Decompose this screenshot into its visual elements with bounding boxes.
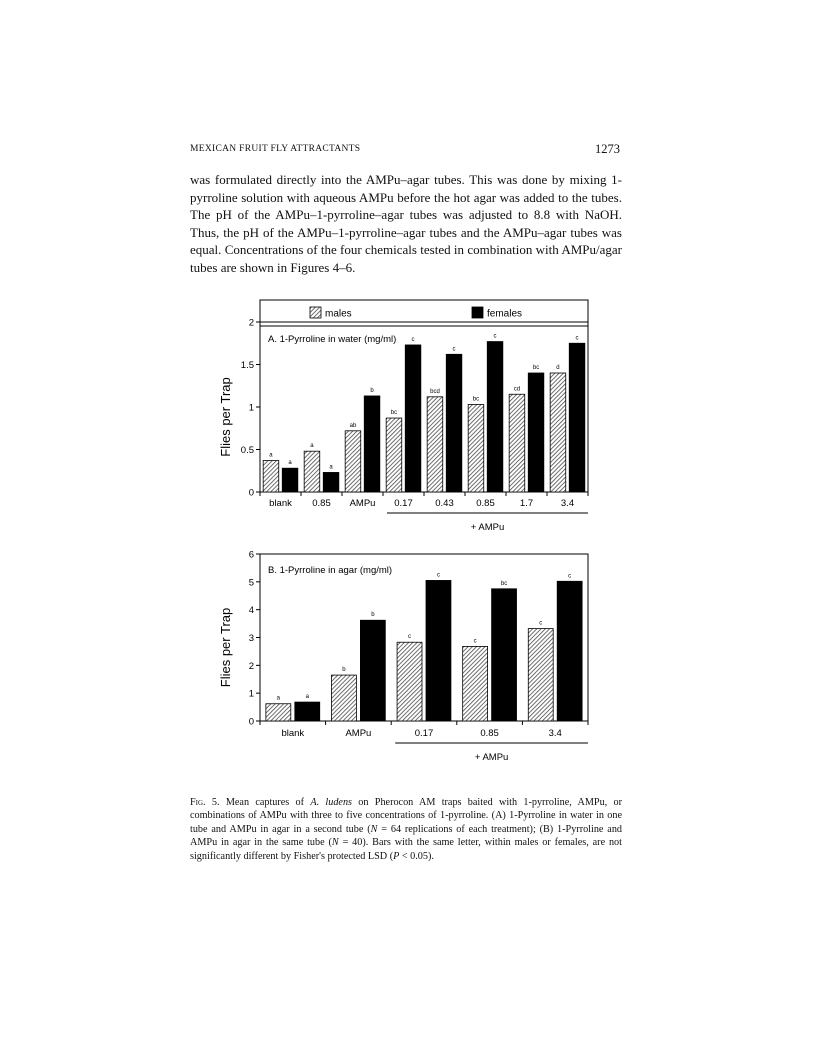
bar-males-b: [528, 629, 553, 721]
sig-letter-females-a: c: [493, 333, 497, 340]
caption-text-3: = 64 replications of each treatment); (B) 1-Pyrroline and AMPu in agar in the same tube (: [190, 823, 623, 849]
figure-5: [190, 292, 622, 778]
sig-letter-females-b: c: [436, 572, 440, 579]
sig-letter-males-a: bc: [472, 396, 480, 403]
y-tick-label-a: 0.5: [240, 445, 254, 456]
body-text: [190, 171, 622, 277]
bar-females-a: [323, 472, 339, 492]
x-category-label-a: 0.43: [435, 498, 454, 509]
sig-letter-males-b: b: [342, 667, 346, 674]
x-category-label-a: AMPu: [349, 498, 376, 509]
legend-swatch-males: [310, 307, 321, 318]
sig-letter-females-a: bc: [532, 365, 540, 371]
legend-swatch-females: [472, 307, 483, 318]
y-tick-label-b: 4: [248, 605, 254, 617]
sig-letter-females-b: b: [371, 612, 375, 619]
x-category-label-b: 0.85: [480, 728, 499, 739]
sig-letter-females-a: b: [370, 387, 374, 394]
bar-females-a: [487, 342, 503, 492]
bar-females-b: [492, 589, 517, 721]
legend-label-males: males: [325, 308, 352, 320]
y-tick-label-b: 3: [248, 633, 254, 644]
sig-letter-males-b: c: [473, 638, 477, 645]
y-tick-label-a: 2: [248, 317, 254, 329]
bar-females-a: [446, 354, 462, 492]
sig-letter-females-b: c: [568, 573, 572, 580]
bar-females-a: [364, 396, 380, 492]
caption-species: A. ludens: [310, 797, 353, 808]
sig-letter-females-a: c: [411, 336, 415, 343]
group-label-b: + AMPu: [474, 752, 509, 763]
group-label-a: + AMPu: [470, 522, 505, 533]
bar-females-b: [360, 620, 385, 721]
bar-males-b: [331, 675, 356, 721]
sig-letter-females-a: a: [288, 460, 292, 467]
y-tick-label-a: 1: [248, 402, 254, 414]
sig-letter-females-a: a: [329, 464, 333, 471]
caption-fig-label: Fig. 5.: [190, 797, 220, 808]
sig-letter-males-b: c: [539, 620, 543, 627]
bar-males-a: [304, 451, 320, 492]
bar-males-b: [266, 704, 291, 721]
y-tick-label-b: 6: [248, 549, 254, 561]
sig-letter-males-a: bcd: [430, 388, 440, 395]
sig-letter-males-b: a: [276, 695, 281, 702]
sig-letter-males-a: a: [269, 452, 273, 459]
y-tick-label-b: 1: [248, 688, 254, 700]
sig-letter-females-b: a: [305, 694, 309, 701]
caption-n-b: N: [331, 837, 339, 849]
bar-males-a: [263, 461, 279, 492]
y-tick-label-a: 0: [248, 487, 254, 499]
x-category-label-b: 3.4: [548, 728, 562, 739]
bar-females-a: [405, 345, 421, 492]
caption-n-a: N: [370, 823, 378, 835]
bar-females-a: [282, 468, 298, 492]
y-axis-label-b: Flies per Trap: [218, 607, 233, 688]
figure-5-charts: [190, 292, 622, 778]
y-axis-label-a: Flies per Trap: [218, 377, 233, 457]
x-category-label-b: AMPu: [345, 728, 372, 739]
bar-males-a: [345, 431, 361, 492]
x-category-label-a: blank: [269, 498, 292, 509]
caption-text-5: < 0.05).: [399, 850, 434, 862]
x-category-label-a: 0.85: [312, 498, 331, 509]
sig-letter-males-a: d: [556, 365, 560, 371]
bar-females-a: [569, 343, 585, 492]
sig-letter-males-a: a: [310, 443, 314, 450]
x-category-label-a: 0.17: [394, 498, 413, 509]
legend-label-females: females: [487, 308, 523, 320]
x-category-label-a: 3.4: [560, 498, 575, 509]
bar-males-a: [386, 418, 402, 492]
y-tick-label-b: 0: [248, 716, 254, 728]
caption-text-4: = 40). Bars with the same letter, within males or females, are not significantly different by Fisher's protected LSD (: [190, 837, 622, 862]
panel-title-b: B. 1-Pyrroline in agar (mg/ml): [268, 565, 393, 576]
body-paragraph: was formulated directly into the AMPu–agar tubes. This was done by mixing 1-pyrroline solution with aqueous AMPu before the hot agar was added to the tubes. The pH of the AMPu–1-pyrroline–agar tubes was adjusted to 8.8 with NaOH. Thus, the pH of the AMPu–1-pyrroline–agar tubes and the AMPu–agar tubes was equal. Concentrations of the four chemicals tested in combination with AMPu/agar tubes are shown in Figures 4–6.: [190, 172, 622, 275]
page-number: 1273: [595, 142, 620, 156]
sig-letter-males-b: c: [408, 634, 412, 641]
bar-males-a: [468, 404, 484, 492]
bar-females-b: [557, 581, 582, 721]
caption-p: P: [393, 850, 400, 862]
y-tick-label-b: 2: [248, 660, 254, 672]
y-tick-label-b: 5: [248, 577, 254, 589]
sig-letter-females-b: bc: [500, 580, 508, 587]
bar-females-b: [426, 580, 451, 721]
sig-letter-males-a: cd: [513, 386, 521, 393]
sig-letter-females-a: c: [452, 346, 456, 353]
caption-text-1: Mean captures of: [219, 797, 311, 808]
sig-letter-males-a: bc: [390, 410, 398, 417]
bar-males-b: [463, 646, 488, 721]
x-category-label-a: 0.85: [476, 498, 495, 509]
bar-males-b: [397, 642, 422, 721]
bar-females-a: [528, 373, 544, 492]
caption-text-2: on Pherocon AM traps baited with 1-pyrroline, AMPu, or combinations of AMPu with three to five concentrations of 1-pyrroline. (A) 1-Pyrroline in water in one tube and AMPu in agar in a second tube (: [190, 797, 622, 835]
figure-caption: [190, 796, 622, 863]
bar-males-a: [509, 394, 525, 492]
sig-letter-females-a: c: [575, 335, 579, 342]
running-head: MEXICAN FRUIT FLY ATTRACTANTS: [190, 144, 361, 154]
bar-females-b: [295, 702, 320, 721]
sig-letter-males-a: ab: [349, 422, 357, 429]
x-category-label-b: blank: [281, 728, 305, 739]
bar-males-a: [427, 397, 443, 492]
panel-title-a: A. 1-Pyrroline in water (mg/ml): [268, 334, 397, 345]
x-category-label-a: 1.7: [519, 498, 534, 509]
y-tick-label-a: 1.5: [240, 360, 254, 371]
bar-males-a: [550, 373, 566, 492]
x-category-label-b: 0.17: [414, 728, 434, 739]
